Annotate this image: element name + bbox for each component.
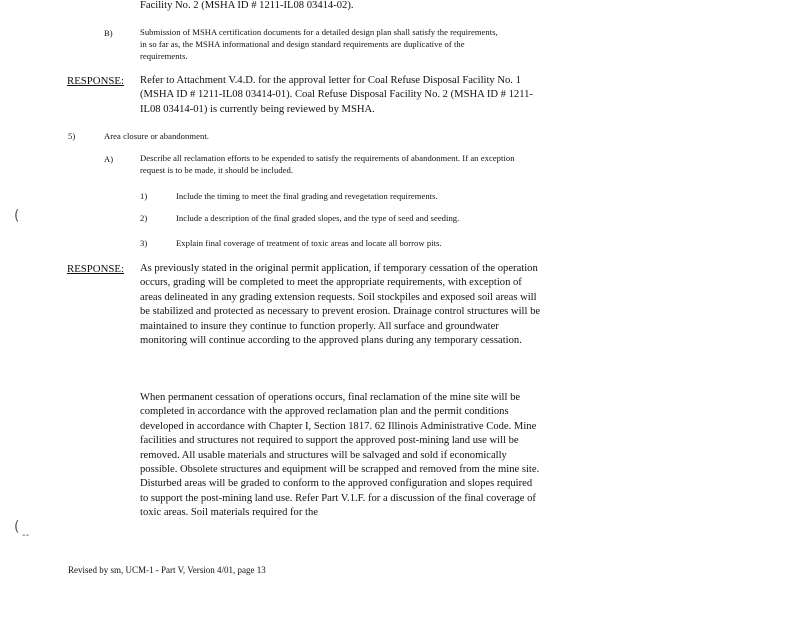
sub-item-label: 3) <box>140 238 148 248</box>
sub-item-label: 1) <box>140 191 148 201</box>
item-5-label: 5) <box>68 131 76 141</box>
item-5-text: Area closure or abandonment. <box>104 131 209 141</box>
item-b-text: Submission of MSHA certification documents for a detailed design plan shall satisfy the requirements, in so far as, the MSHA informational and design standard requirements are duplicative of the requirements. <box>140 27 498 61</box>
response-text: Refer to Attachment V.4.D. for the approval letter for Coal Refuse Disposal Facility No. 1 (MSHA ID # 1211-IL08 03414-01). Coal Refuse Disposal Facility No. 2 (MSHA ID # 1211-IL08 03414-01) is currently being reviewed by MSHA. <box>140 75 533 115</box>
sub-item-text: Explain final coverage of treatment of toxic areas and locate all borrow pits. <box>176 238 442 248</box>
item-a-label: A) <box>104 154 114 164</box>
scan-mark: -- <box>22 530 30 541</box>
sub-item-text: Include the timing to meet the final grading and revegetation requirements. <box>176 191 438 201</box>
page-footer: Revised by sm, UCM-1 - Part V, Version 4/01, page 13 <box>68 565 266 575</box>
response-heading: RESPONSE: <box>67 263 124 275</box>
response-paragraph: When permanent cessation of operations occurs, final reclamation of the mine site will be completed in accordance with the approved reclamation plan and the permit conditions developed in accordance with Chapter I, Section 1817. 62 Illinois Administrative Code. Mine facilities and structures not required to support the approved post-mining land use will be removed. All usable materials and structures will be salvaged and sold if economically possible. Obsolete structures and equipment will be scrapped and removed from the mine site. Disturbed areas will be graded to conform to the approved configuration and slopes required to support the post-mining land use. Refer Part V.1.F. for a discussion of the final coverage of toxic areas. Soil materials required for the <box>140 392 540 519</box>
sub-item-text: Include a description of the final graded slopes, and the type of seed and seeding. <box>176 213 460 223</box>
response-heading: RESPONSE: <box>67 75 124 87</box>
scan-mark: ( <box>14 208 20 224</box>
top-line: Facility No. 2 (MSHA ID # 1211-IL08 03414-02). <box>140 0 354 11</box>
scan-mark: ( <box>14 519 20 535</box>
sub-item-label: 2) <box>140 213 148 223</box>
item-a-text: Describe all reclamation efforts to be expended to satisfy the requirements of abandonment. If an exception request is to be made, it should be included. <box>140 153 515 175</box>
response-paragraph: As previously stated in the original permit application, if temporary cessation of the operation occurs, grading will be completed to meet the appropriate requirements, with exception of areas delineated in any grading extension requests. Soil stockpiles and exposed soil areas will be stabilized and protected as necessary to prevent erosion. Drainage control structures will be maintained to insure they continue to function properly. All surface and groundwater monitoring will continue according to the approved plans during any temporary cessation. <box>140 263 541 347</box>
item-b-label: B) <box>104 28 113 38</box>
